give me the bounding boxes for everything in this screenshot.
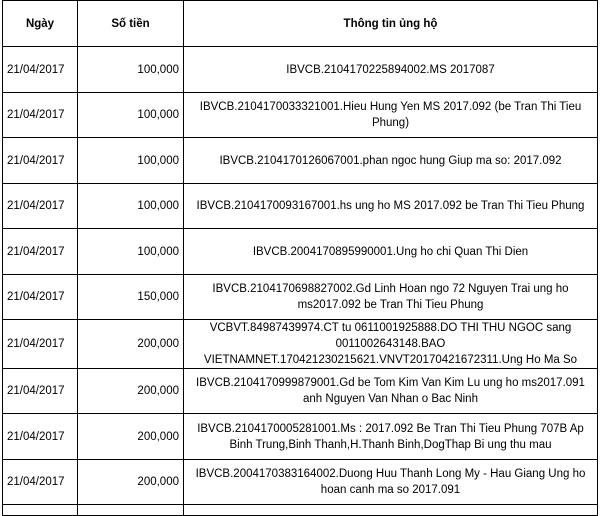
info-cell: IBVCB.2104170093167001.hs ung ho MS 2017.092 be Tran Thi Tieu Phung [184, 184, 598, 229]
date-cell: 21/04/2017 [3, 93, 78, 138]
table-row [3, 414, 598, 460]
amount-cell: 200,000 [78, 320, 184, 369]
amount-cell: 200,000 [78, 460, 184, 505]
amount-cell: 100,000 [78, 184, 184, 229]
donation-table [2, 0, 598, 516]
empty-cell [184, 505, 598, 516]
header-row [3, 1, 598, 47]
table-row [3, 460, 598, 505]
table-row [3, 184, 598, 229]
amount-cell: 100,000 [78, 138, 184, 184]
header-info: Thông tin ủng hộ [184, 1, 598, 47]
info-cell: IBVCB.2104170005281001.Ms : 2017.092 Be Tran Thi Tieu Phung 707B Ap Binh Trung,Binh Thanh,H.Thanh Binh,DogThap Bi ung thu mau [184, 414, 598, 460]
info-cell: IBVCB.2104170225894002.MS 2017087 [184, 47, 598, 93]
info-cell: VCBVT.84987439974.CT tu 0611001925888.DO THI THU NGOC sang 0011002643148.BAO VIETNAMNET.170421230215621.VNVT20170421672311.Ung Ho Ma So [184, 320, 598, 369]
date-cell: 21/04/2017 [3, 229, 78, 275]
date-cell: 21/04/2017 [3, 184, 78, 229]
amount-cell: 200,000 [78, 414, 184, 460]
date-cell: 21/04/2017 [3, 275, 78, 320]
date-cell: 21/04/2017 [3, 138, 78, 184]
info-cell: IBVCB.2104170999879001.Gd be Tom Kim Van Kim Lu ung ho ms2017.091 anh Nguyen Van Nhan o Bac Ninh [184, 369, 598, 414]
info-cell: IBVCB.2004170383164002.Duong Huu Thanh Long My - Hau Giang Ung ho hoan canh ma so 2017.091 [184, 460, 598, 505]
date-cell: 21/04/2017 [3, 414, 78, 460]
table-row [3, 47, 598, 93]
info-cell: IBVCB.2104170033321001.Hieu Hung Yen MS 2017.092 (be Tran Thi Tieu Phung) [184, 93, 598, 138]
info-cell: IBVCB.2004170895990001.Ung ho chi Quan Thi Dien [184, 229, 598, 275]
info-cell: IBVCB.2104170126067001.phan ngoc hung Giup ma so: 2017.092 [184, 138, 598, 184]
table-row-partial [3, 505, 598, 516]
header-date: Ngày [3, 1, 78, 47]
table-row [3, 138, 598, 184]
table-row [3, 369, 598, 414]
table-row [3, 93, 598, 138]
amount-cell: 200,000 [78, 369, 184, 414]
table-row [3, 229, 598, 275]
date-cell: 21/04/2017 [3, 460, 78, 505]
table-row [3, 320, 598, 369]
amount-cell: 100,000 [78, 93, 184, 138]
amount-cell: 150,000 [78, 275, 184, 320]
empty-cell [3, 505, 78, 516]
empty-cell [78, 505, 184, 516]
date-cell: 21/04/2017 [3, 47, 78, 93]
date-cell: 21/04/2017 [3, 320, 78, 369]
amount-cell: 100,000 [78, 229, 184, 275]
info-cell: IBVCB.2104170698827002.Gd Linh Hoan ngo 72 Nguyen Trai ung ho ms2017.092 be Tran Thi Tieu Phung [184, 275, 598, 320]
table-row [3, 275, 598, 320]
date-cell: 21/04/2017 [3, 369, 78, 414]
header-amount: Số tiền [78, 1, 184, 47]
amount-cell: 100,000 [78, 47, 184, 93]
